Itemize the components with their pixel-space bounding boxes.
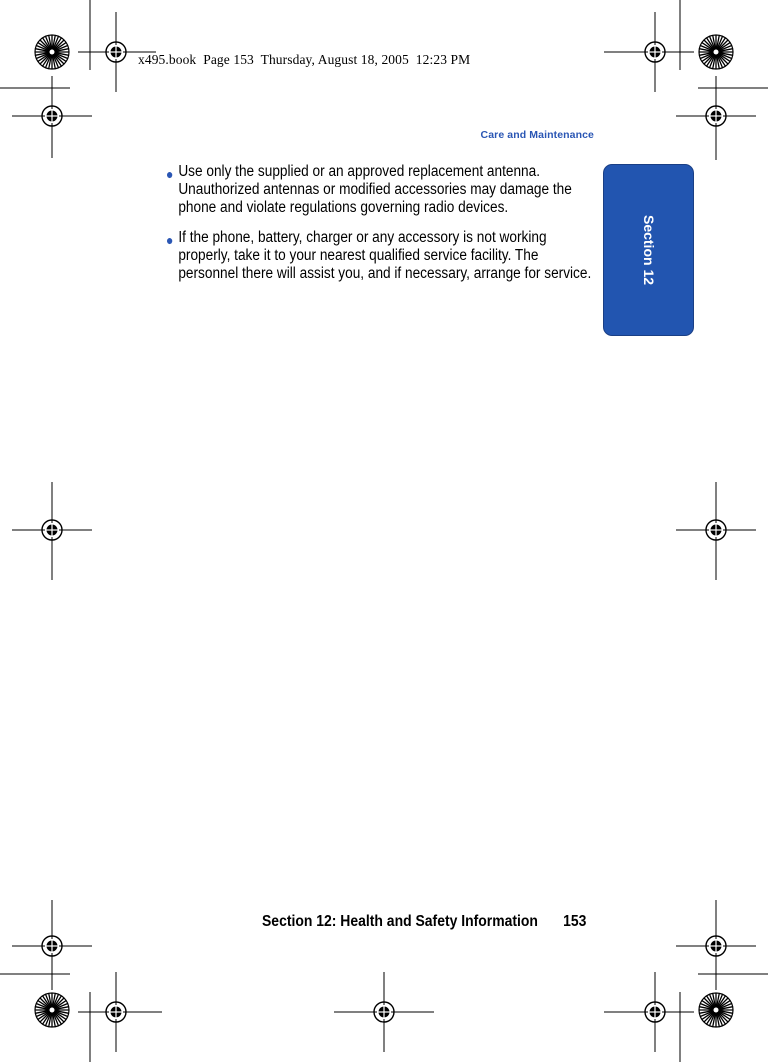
page-footer xyxy=(262,913,586,931)
list-item xyxy=(166,229,592,283)
registration-mark-icon xyxy=(106,42,126,62)
registration-mark-icon xyxy=(42,936,62,956)
registration-mark-icon xyxy=(645,1002,665,1022)
registration-mark-icon xyxy=(42,106,62,126)
registration-mark-icon xyxy=(645,42,665,62)
registration-mark-icon xyxy=(42,520,62,540)
list-item xyxy=(166,163,592,217)
list-item-text: If the phone, battery, charger or any accessory is not working properly, take it to your nearest qualified service facility. The personnel there will assist you, and if necessary, arrange for service. xyxy=(178,229,592,282)
list-item-text: Use only the supplied or an approved replacement antenna. Unauthorized antennas or modified accessories may damage the phone and violate regulations governing radio devices. xyxy=(178,163,572,216)
color-wheel-icon xyxy=(35,35,69,69)
registration-mark-icon xyxy=(374,1002,394,1022)
section-tab xyxy=(603,164,694,336)
color-wheel-icon xyxy=(35,993,69,1027)
registration-mark-icon xyxy=(706,520,726,540)
running-head: Care and Maintenance xyxy=(480,129,594,141)
registration-mark-icon xyxy=(106,1002,126,1022)
bullet-icon: ● xyxy=(166,166,174,182)
bullet-list xyxy=(166,163,594,295)
bullet-icon: ● xyxy=(166,232,174,248)
book-file-header: x495.book Page 153 Thursday, August 18, 2005 12:23 PM xyxy=(138,52,471,67)
page-number: 153 xyxy=(563,913,587,930)
color-wheel-icon xyxy=(699,35,733,69)
registration-mark-icon xyxy=(706,106,726,126)
color-wheel-icon xyxy=(699,993,733,1027)
registration-mark-icon xyxy=(706,936,726,956)
section-tab-label: Section 12 xyxy=(640,214,657,286)
footer-title: Section 12: Health and Safety Information xyxy=(262,913,538,930)
